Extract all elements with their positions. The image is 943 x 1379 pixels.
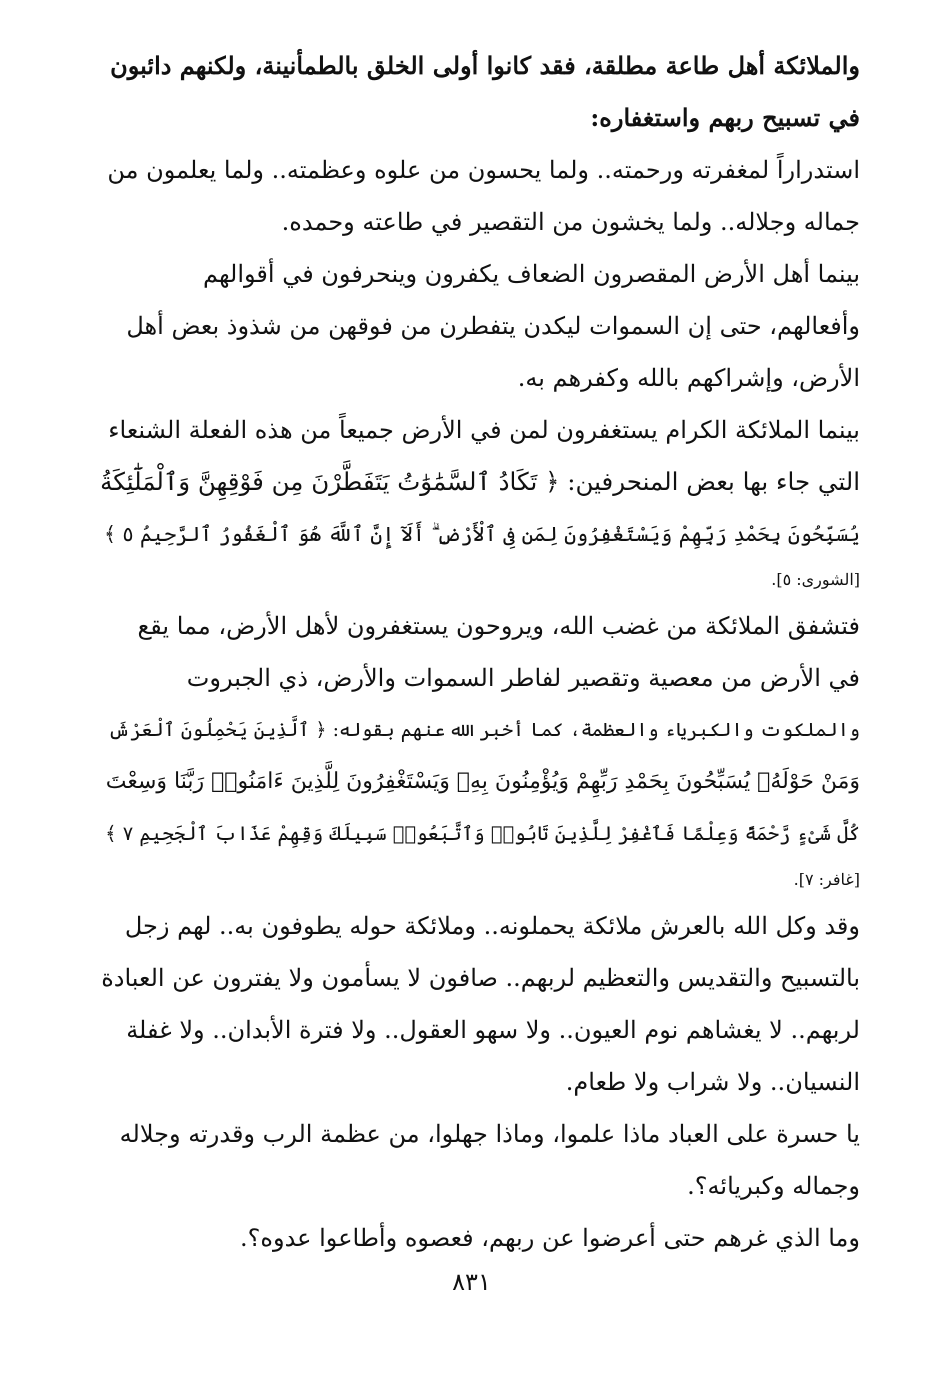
- paragraph-5: [96, 600, 860, 900]
- paragraph-6: [96, 900, 860, 1108]
- paragraph-2: [96, 144, 860, 248]
- paragraph-3: [96, 248, 860, 404]
- page-body: [96, 40, 860, 1264]
- paragraph-7: [96, 1108, 860, 1212]
- text-line: بالتسبيح والتقديس والتعظيم لربهم.. صافون لا يسأمون ولا يفترون عن العبادة: [101, 964, 860, 992]
- text-line: النسيان.. ولا شراب ولا طعام.: [565, 1068, 860, 1096]
- text-line: وجماله وكبريائه؟.: [687, 1172, 860, 1200]
- text-line: في تسبيح ربهم واستغفاره:: [590, 103, 860, 132]
- text-line: لربهم.. لا يغشاهم نوم العيون.. ولا سهو العقول.. ولا فترة الأبدان.. ولا غفلة: [126, 1016, 860, 1044]
- quran-verse-line: والملكوت والكبرياء والعظمة، كما أخبر الله عنهم بقوله: ﴿ ٱلَّذِينَ يَحْمِلُونَ ٱلْعَرْشَ: [108, 719, 860, 741]
- text-line: فتشفق الملائكة من غضب الله، ويروحون يستغفرون لأهل الأرض، مما يقع: [137, 612, 860, 640]
- text-line: جماله وجلاله.. ولما يخشون من التقصير في طاعته وحمده.: [281, 208, 860, 236]
- quran-verse-line: كُلَّ شَىْءٍ رَّحْمَةً وَعِلْمًا فَٱغْفِرْ لِلَّذِينَ تَابُوا۟ وَٱتَّبَعُوا۟ سَبِيلَكَ وَقِهِمْ عَذَابَ ٱلْجَحِيمِ ٧ ﴾: [105, 822, 860, 845]
- quran-verse-line: وَمَنْ حَوْلَهُۥ يُسَبِّحُونَ بِحَمْدِ رَبِّهِمْ وَيُؤْمِنُونَ بِهِۦ وَيَسْتَغْفِرُونَ لِلَّذِينَ ءَامَنُوا۟ رَبَّنَا وَسِعْتَ: [105, 769, 860, 794]
- text-line: وقد وكل الله بالعرش ملائكة يحملونه.. وملائكة حوله يطوفون به.. لهم زجل: [124, 912, 860, 940]
- text-line: بينما الملائكة الكرام يستغفرون لمن في الأرض جميعاً من هذه الفعلة الشنعاء: [108, 416, 860, 444]
- paragraph-1: [96, 40, 860, 144]
- text-line: والملائكة أهل طاعة مطلقة، فقد كانوا أولى الخلق بالطمأنينة، ولكنهم دائبون: [110, 51, 860, 80]
- text-line: وما الذي غرهم حتى أعرضوا عن ربهم، فعصوه وأطاعوا عدوه؟.: [240, 1224, 860, 1252]
- verse-reference: [غافر: ٧].: [793, 870, 860, 889]
- paragraph-4: [96, 404, 860, 600]
- text-line: يا حسرة على العباد ماذا علموا، وماذا جهلوا، من عظمة الرب وقدرته وجلاله: [119, 1120, 860, 1148]
- text-line: بينما أهل الأرض المقصرون الضعاف يكفرون وينحرفون في أقوالهم: [203, 260, 860, 288]
- text-line: وأفعالهم، حتى إن السموات ليكدن يتفطرن من فوقهن من شذوذ بعض أهل: [126, 312, 860, 340]
- verse-reference: [الشورى: ٥].: [771, 570, 860, 589]
- quran-verse-line: يُسَبِّحُونَ بِحَمْدِ رَبِّهِمْ وَيَسْتَغْفِرُونَ لِمَن فِى ٱلْأَرْضِ ۗ أَلَآ إِنَّ ٱللَّهَ هُوَ ٱلْغَفُورُ ٱلرَّحِيمُ ٥ ﴾: [103, 522, 860, 546]
- text-line: استدراراً لمغفرته ورحمته.. ولما يحسون من علوه وعظمته.. ولما يعلمون من: [107, 156, 860, 184]
- paragraph-8: [96, 1212, 860, 1264]
- text-line: الأرض، وإشراكهم بالله وكفرهم به.: [517, 364, 860, 392]
- page-number: ٨٣١: [452, 1268, 491, 1296]
- text-line: في الأرض من معصية وتقصير لفاطر السموات والأرض، ذي الجبروت: [186, 664, 860, 692]
- quran-verse-line: التي جاء بها بعض المنحرفين: ﴿ تَكَادُ ٱلسَّمَٰوَٰتُ يَتَفَطَّرْنَ مِن فَوْقِهِنَّ وَٱلْمَلَٰٓئِكَةُ: [100, 467, 860, 496]
